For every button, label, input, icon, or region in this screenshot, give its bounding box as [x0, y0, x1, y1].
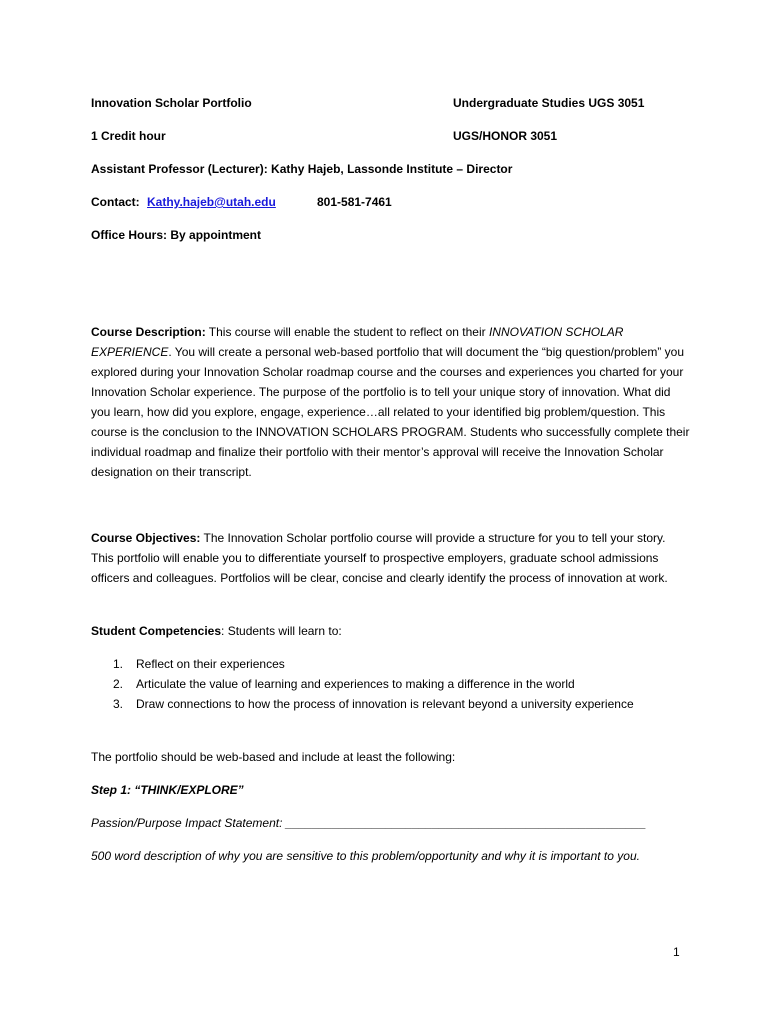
competencies-text: : Students will learn to: [221, 624, 342, 638]
competencies-list [113, 654, 634, 714]
list-item [113, 674, 634, 694]
competencies-label: Student Competencies [91, 624, 222, 638]
phone-number: 801-581-7461 [317, 195, 392, 209]
list-item-number: 2. [113, 677, 124, 691]
email-link[interactable]: Kathy.hajeb@utah.edu [147, 195, 276, 209]
contact-label: Contact: [91, 195, 140, 209]
department-code: Undergraduate Studies UGS 3051 [453, 96, 645, 110]
step1-title: Step 1: “THINK/EXPLORE” [91, 783, 244, 797]
list-item-text: Draw connections to how the process of innovation is relevant beyond a university experience [136, 697, 634, 711]
contact-line [91, 194, 276, 210]
description-text-2: . You will create a personal web-based portfolio that will document the “big question/problem” you explored during your Innovation Scholar roadmap course and the courses and experiences you charted for your Innovation Scholar experience. The purpose of the portfolio is to tell your unique story of innovation. What did you learn, how did you explore, engage, experience…all related to your identified big problem/question. This course is the conclusion to the INNOVATION SCHOLARS PROGRAM. Students who successfully complete their individual roadmap and finalize their portfolio with their mentor’s approval will receive the Innovation Scholar designation on their transcript. [91, 345, 690, 479]
description-italic: INNOVATION SCHOLAR EXPERIENCE [91, 325, 624, 359]
course-description [91, 322, 691, 482]
list-item-number: 3. [113, 697, 124, 711]
passion-statement: Passion/Purpose Impact Statement: ______________________________________________________ [91, 816, 647, 830]
list-item-text: Articulate the value of learning and experiences to making a difference in the world [136, 677, 575, 691]
objectives-text: The Innovation Scholar portfolio course will provide a structure for you to tell your story. This portfolio will enable you to differentiate yourself to prospective employers, graduate school admissions officers and colleagues. Portfolios will be clear, concise and clearly identify the process of innovation at work. [91, 531, 668, 585]
list-item [113, 654, 634, 674]
list-item [113, 694, 634, 714]
course-title: Innovation Scholar Portfolio [91, 96, 252, 110]
office-hours: Office Hours: By appointment [91, 228, 262, 242]
honor-code: UGS/HONOR 3051 [453, 129, 558, 143]
list-item-number: 1. [113, 657, 124, 671]
student-competencies [91, 621, 691, 641]
page-number: 1 [673, 945, 680, 959]
course-objectives [91, 528, 691, 588]
credit-hours: 1 Credit hour [91, 129, 166, 143]
objectives-label: Course Objectives: [91, 531, 201, 545]
description-text-1: This course will enable the student to reflect on their [205, 325, 489, 339]
description-label: Course Description: [91, 325, 206, 339]
instructor-line: Assistant Professor (Lecturer): Kathy Hajeb, Lassonde Institute – Director [91, 162, 513, 176]
word-description: 500 word description of why you are sensitive to this problem/opportunity and why it is important to you. [91, 849, 640, 863]
list-item-text: Reflect on their experiences [136, 657, 285, 671]
portfolio-intro: The portfolio should be web-based and include at least the following: [91, 750, 456, 764]
